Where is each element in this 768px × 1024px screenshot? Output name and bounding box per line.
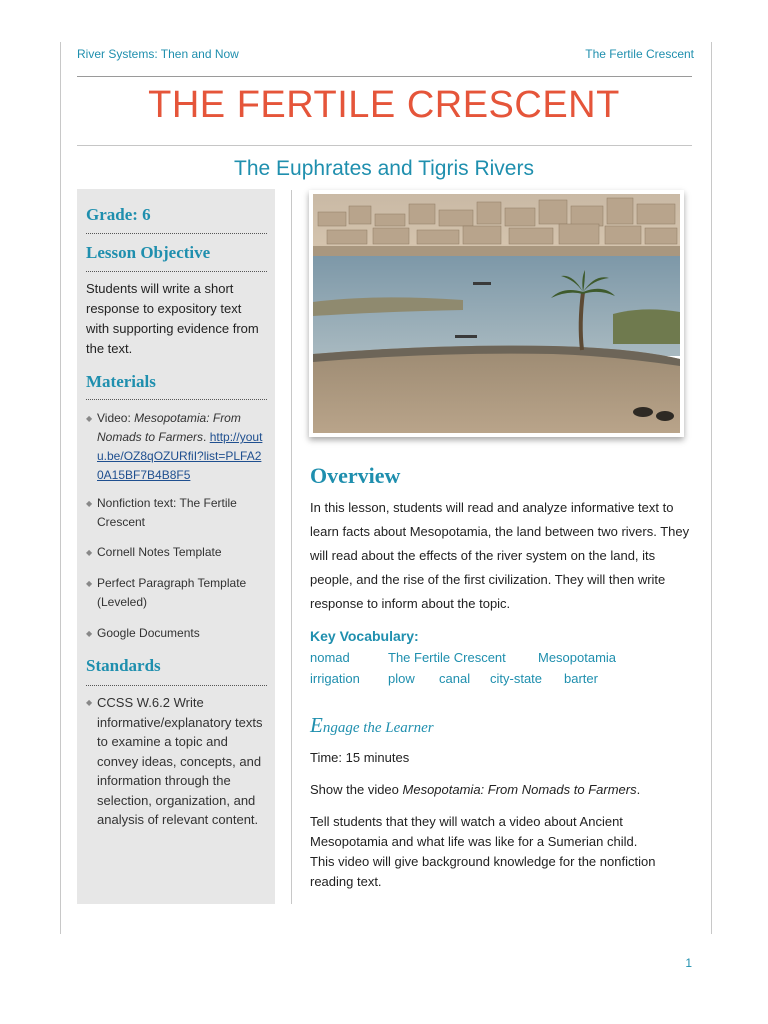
materials-item-google-docs: ◆ Google Documents xyxy=(86,624,266,643)
dotted-divider xyxy=(86,399,267,400)
lesson-objective-text: Students will write a short response to expository text with supporting evidence from the text. xyxy=(86,281,259,356)
bullet-icon: ◆ xyxy=(86,629,93,638)
vocab-word: barter xyxy=(564,671,598,686)
vocab-word: city-state xyxy=(490,671,543,686)
vocab-word: plow xyxy=(388,671,415,686)
engage-show-video: Show the video Mesopotamia: From Nomads to Farmers. xyxy=(310,782,641,797)
video-link[interactable]: http://youtu.be/OZ8qOZURfiI?list=PLFA20A15BF7B4B8F5 xyxy=(97,430,263,482)
video-title: Mesopotamia: From Nomads to Farmers xyxy=(97,411,241,444)
vocab-word: The Fertile Crescent xyxy=(388,650,506,665)
materials-item-video: ◆ Video: Mesopotamia: From Nomads to Farmers. http://youtu.be/OZ8qOZURfiI?list=PLFA20A15BF7B4B8F5 xyxy=(86,411,263,482)
key-vocabulary-label: Key Vocabulary: xyxy=(310,628,419,644)
vocab-word: canal xyxy=(439,671,471,686)
vocab-word: Mesopotamia xyxy=(538,650,617,665)
engage-tell-text: Tell students that they will watch a video about Ancient Mesopotamia and what life was like for a Sumerian child. This video will give background knowledge for the nonfiction reading text. xyxy=(310,814,656,889)
engage-time: Time: 15 minutes xyxy=(310,750,410,765)
lesson-objective-heading: Lesson Objective xyxy=(86,243,211,262)
river-photo xyxy=(309,190,684,437)
overview-heading: Overview xyxy=(310,463,401,488)
lesson-sidebar xyxy=(77,189,275,904)
materials-item-cornell: ◆ Cornell Notes Template xyxy=(86,543,266,562)
vocab-word: irrigation xyxy=(310,671,360,686)
title-rule xyxy=(77,145,692,146)
overview-text: In this lesson, students will read and analyze informative text to learn facts about Mesopotamia, the land between two rivers. They will read about the effects of the river system on the land, its people, and the rise of the first civilization. They will then write response to inform about the topic. xyxy=(310,500,690,611)
running-header-left: River Systems: Then and Now xyxy=(77,47,239,61)
materials-item-paragraph: ◆ Perfect Paragraph Template (Leveled) xyxy=(86,576,247,609)
materials-heading: Materials xyxy=(86,372,156,391)
bullet-icon: ◆ xyxy=(86,548,93,557)
page-number: 1 xyxy=(685,956,692,970)
bullet-icon: ◆ xyxy=(86,579,93,588)
materials-item-nonfiction: ◆ Nonfiction text: The Fertile Crescent xyxy=(86,496,237,529)
standards-heading: Standards xyxy=(86,656,161,675)
bullet-icon: ◆ xyxy=(86,698,93,707)
engage-video-title: Mesopotamia: From Nomads to Farmers xyxy=(402,782,637,797)
dotted-divider xyxy=(86,685,267,686)
page-subtitle: The Euphrates and Tigris Rivers xyxy=(234,157,534,180)
bullet-icon: ◆ xyxy=(86,499,93,508)
dotted-divider xyxy=(86,271,267,272)
dotted-divider xyxy=(86,233,267,234)
standards-item: ◆ CCSS W.6.2 Write informative/explanatory texts to examine a topic and convey ideas, concepts, and information through the selection, organization, and analysis of relevant content. xyxy=(86,695,263,827)
river-photo-image xyxy=(313,194,680,433)
engage-heading: Engage the Learner xyxy=(310,713,434,737)
page-title: THE FERTILE CRESCENT xyxy=(148,84,620,126)
column-divider xyxy=(291,190,292,904)
bullet-icon: ◆ xyxy=(86,414,93,423)
grade-heading: Grade: 6 xyxy=(86,205,151,224)
header-rule xyxy=(77,76,692,77)
running-header-right: The Fertile Crescent xyxy=(585,47,694,61)
vocab-word: nomad xyxy=(310,650,350,665)
